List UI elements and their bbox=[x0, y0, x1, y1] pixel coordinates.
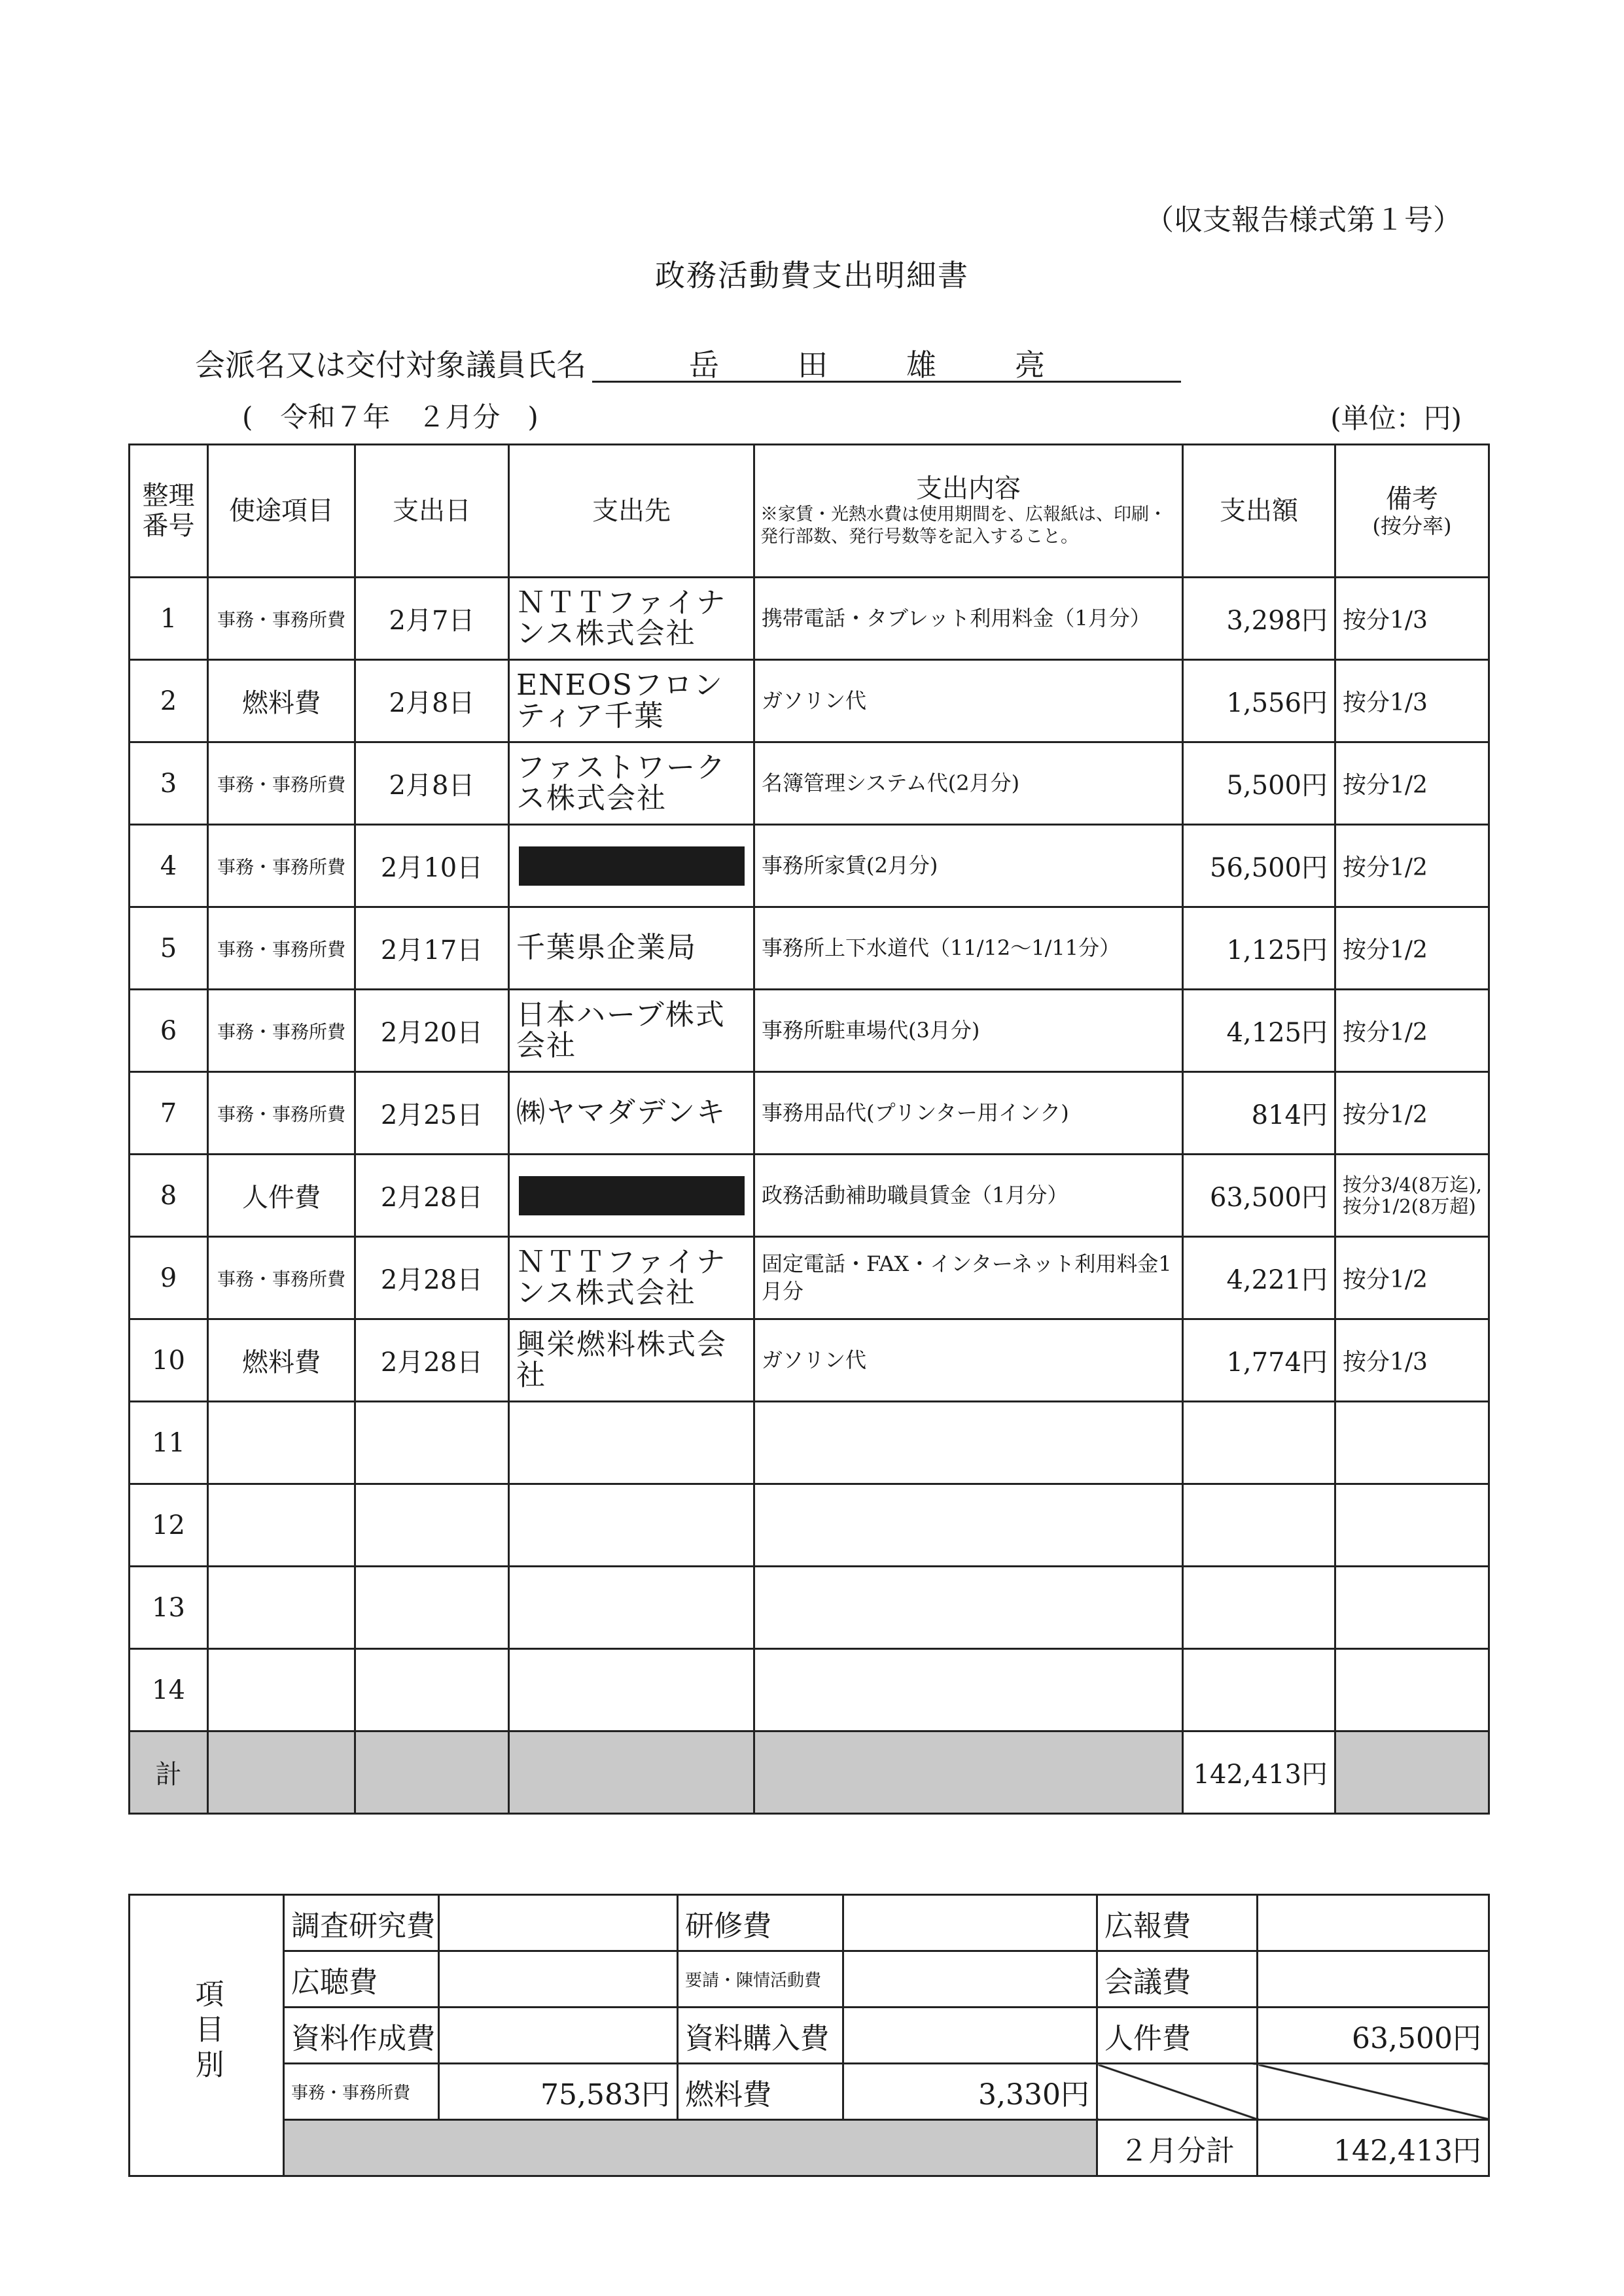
summary-research-label: 調査研究費 bbox=[284, 1895, 439, 1951]
summary-row bbox=[130, 1895, 1489, 1951]
summary-total-row bbox=[130, 2120, 1489, 2176]
summary-office-label: 事務・事務所費 bbox=[284, 2064, 439, 2120]
row-category: 事務・事務所費 bbox=[208, 578, 355, 660]
row-date bbox=[355, 1649, 509, 1731]
category-summary-table bbox=[128, 1894, 1490, 2177]
total-empty bbox=[355, 1731, 509, 1814]
header-category: 使途項目 bbox=[208, 445, 355, 578]
summary-fuel-label: 燃料費 bbox=[678, 2064, 843, 2120]
summary-gray-area bbox=[284, 2120, 1097, 2176]
member-name: 岳田雄亮 bbox=[689, 347, 1123, 383]
row-date bbox=[355, 1484, 509, 1567]
summary-hearing-amount bbox=[439, 1951, 678, 2008]
row-remarks bbox=[1335, 1402, 1489, 1484]
row-date: 2月10日 bbox=[355, 825, 509, 907]
table-row bbox=[130, 1402, 1489, 1484]
row-category bbox=[208, 1567, 355, 1649]
summary-pr-label: 広報費 bbox=[1097, 1895, 1258, 1951]
row-remarks: 按分1/3 bbox=[1335, 578, 1489, 660]
row-remarks: 按分1/2 bbox=[1335, 907, 1489, 990]
header-remarks-sub: (按分率) bbox=[1372, 513, 1452, 538]
row-payee: 千葉県企業局 bbox=[509, 907, 754, 990]
table-row bbox=[130, 660, 1489, 742]
table-row bbox=[130, 990, 1489, 1072]
total-empty bbox=[208, 1731, 355, 1814]
row-amount bbox=[1183, 1567, 1335, 1649]
summary-materials-creation-label: 資料作成費 bbox=[284, 2008, 439, 2064]
table-row bbox=[130, 1484, 1489, 1567]
row-payee: ＮＴＴファイナンス株式会社 bbox=[509, 578, 754, 660]
row-category: 事務・事務所費 bbox=[208, 1072, 355, 1155]
row-no: 2 bbox=[130, 660, 208, 742]
row-date: 2月8日 bbox=[355, 742, 509, 825]
header-content bbox=[754, 445, 1183, 578]
table-row bbox=[130, 1237, 1489, 1319]
header-date: 支出日 bbox=[355, 445, 509, 578]
header-amount: 支出額 bbox=[1183, 445, 1335, 578]
row-content: 事務所上下水道代（11/12～1/11分） bbox=[754, 907, 1183, 990]
row-date: 2月28日 bbox=[355, 1237, 509, 1319]
row-date bbox=[355, 1567, 509, 1649]
total-amount: 142,413円 bbox=[1183, 1731, 1335, 1814]
month-total-label: ２月分計 bbox=[1097, 2120, 1258, 2176]
row-remarks: 按分1/3 bbox=[1335, 1319, 1489, 1402]
summary-meeting-amount bbox=[1258, 1951, 1489, 2008]
summary-hearing-label: 広聴費 bbox=[284, 1951, 439, 2008]
row-remarks: 按分1/2 bbox=[1335, 742, 1489, 825]
summary-diagonal-cell bbox=[1258, 2064, 1489, 2120]
row-remarks: 按分1/2 bbox=[1335, 1237, 1489, 1319]
table-row bbox=[130, 1567, 1489, 1649]
row-date: 2月25日 bbox=[355, 1072, 509, 1155]
row-amount: 63,500円 bbox=[1183, 1155, 1335, 1237]
row-payee bbox=[509, 1567, 754, 1649]
row-date: 2月7日 bbox=[355, 578, 509, 660]
row-payee: ㈱ヤマダデンキ bbox=[509, 1072, 754, 1155]
row-amount: 3,298円 bbox=[1183, 578, 1335, 660]
row-amount: 814円 bbox=[1183, 1072, 1335, 1155]
summary-office-amount: 75,583円 bbox=[439, 2064, 678, 2120]
row-category: 事務・事務所費 bbox=[208, 990, 355, 1072]
row-no: 11 bbox=[130, 1402, 208, 1484]
row-content: 事務用品代(プリンター用インク) bbox=[754, 1072, 1183, 1155]
row-content: 携帯電話・タブレット利用料金（1月分） bbox=[754, 578, 1183, 660]
header-payee: 支出先 bbox=[509, 445, 754, 578]
header-content-label: 支出内容 bbox=[916, 474, 1021, 504]
total-label: 計 bbox=[130, 1731, 208, 1814]
row-date: 2月28日 bbox=[355, 1155, 509, 1237]
row-category: 事務・事務所費 bbox=[208, 742, 355, 825]
total-empty bbox=[509, 1731, 754, 1814]
row-payee: ファストワークス株式会社 bbox=[509, 742, 754, 825]
table-row bbox=[130, 578, 1489, 660]
row-remarks bbox=[1335, 1567, 1489, 1649]
summary-row bbox=[130, 2008, 1489, 2064]
table-row bbox=[130, 1319, 1489, 1402]
summary-row bbox=[130, 1951, 1489, 2008]
header-remarks-label: 備考 bbox=[1386, 483, 1438, 514]
summary-fuel-amount: 3,330円 bbox=[843, 2064, 1097, 2120]
row-date bbox=[355, 1402, 509, 1484]
expense-detail-table bbox=[128, 444, 1490, 1815]
report-period: ( 令和７年 ２月分 ) bbox=[242, 401, 538, 433]
table-header-row bbox=[130, 445, 1489, 578]
row-amount: 1,125円 bbox=[1183, 907, 1335, 990]
row-remarks bbox=[1335, 1649, 1489, 1731]
row-date: 2月28日 bbox=[355, 1319, 509, 1402]
row-content: 政務活動補助職員賃金（1月分） bbox=[754, 1155, 1183, 1237]
summary-section-label bbox=[130, 1895, 284, 2176]
redaction-block bbox=[519, 846, 745, 886]
row-payee: ENEOSフロンティア千葉 bbox=[509, 660, 754, 742]
row-no: 1 bbox=[130, 578, 208, 660]
unit-label: (単位：円) bbox=[1330, 402, 1462, 434]
row-no: 6 bbox=[130, 990, 208, 1072]
summary-materials-purchase-label: 資料購入費 bbox=[678, 2008, 843, 2064]
row-amount: 1,556円 bbox=[1183, 660, 1335, 742]
row-payee bbox=[509, 1484, 754, 1567]
row-amount: 4,221円 bbox=[1183, 1237, 1335, 1319]
row-no: 12 bbox=[130, 1484, 208, 1567]
summary-diagonal-cell bbox=[1097, 2064, 1258, 2120]
row-category bbox=[208, 1649, 355, 1731]
row-payee: 日本ハーブ株式会社 bbox=[509, 990, 754, 1072]
row-category: 事務・事務所費 bbox=[208, 907, 355, 990]
month-total-amount: 142,413円 bbox=[1258, 2120, 1489, 2176]
row-amount: 5,500円 bbox=[1183, 742, 1335, 825]
row-remarks: 按分1/2 bbox=[1335, 990, 1489, 1072]
row-payee-redacted bbox=[509, 825, 754, 907]
row-content bbox=[754, 1649, 1183, 1731]
table-row bbox=[130, 1155, 1489, 1237]
summary-personnel-label: 人件費 bbox=[1097, 2008, 1258, 2064]
row-no: 9 bbox=[130, 1237, 208, 1319]
row-payee: ＮＴＴファイナンス株式会社 bbox=[509, 1237, 754, 1319]
table-row bbox=[130, 742, 1489, 825]
total-empty bbox=[754, 1731, 1183, 1814]
row-no: 14 bbox=[130, 1649, 208, 1731]
row-amount bbox=[1183, 1484, 1335, 1567]
total-empty bbox=[1335, 1731, 1489, 1814]
row-amount bbox=[1183, 1649, 1335, 1731]
summary-meeting-label: 会議費 bbox=[1097, 1951, 1258, 2008]
row-no: 3 bbox=[130, 742, 208, 825]
row-category: 人件費 bbox=[208, 1155, 355, 1237]
row-remarks bbox=[1335, 1484, 1489, 1567]
summary-training-label: 研修費 bbox=[678, 1895, 843, 1951]
row-date: 2月20日 bbox=[355, 990, 509, 1072]
row-no: 13 bbox=[130, 1567, 208, 1649]
row-date: 2月8日 bbox=[355, 660, 509, 742]
row-payee bbox=[509, 1649, 754, 1731]
row-category: 事務・事務所費 bbox=[208, 825, 355, 907]
row-content: ガソリン代 bbox=[754, 1319, 1183, 1402]
row-content bbox=[754, 1567, 1183, 1649]
header-no: 整理番号 bbox=[130, 445, 208, 578]
row-remarks: 按分1/2 bbox=[1335, 1072, 1489, 1155]
table-row bbox=[130, 907, 1489, 990]
row-content: 固定電話・FAX・インターネット利用料金1月分 bbox=[754, 1237, 1183, 1319]
summary-personnel-amount: 63,500円 bbox=[1258, 2008, 1489, 2064]
row-content: 事務所駐車場代(3月分) bbox=[754, 990, 1183, 1072]
row-content: 名簿管理システム代(2月分) bbox=[754, 742, 1183, 825]
row-no: 5 bbox=[130, 907, 208, 990]
row-remarks: 按分1/2 bbox=[1335, 825, 1489, 907]
row-amount: 1,774円 bbox=[1183, 1319, 1335, 1402]
row-payee: 興栄燃料株式会社 bbox=[509, 1319, 754, 1402]
header-remarks bbox=[1335, 445, 1489, 578]
table-row bbox=[130, 1649, 1489, 1731]
row-no: 8 bbox=[130, 1155, 208, 1237]
summary-petition-amount bbox=[843, 1951, 1097, 2008]
table-row bbox=[130, 1072, 1489, 1155]
summary-training-amount bbox=[843, 1895, 1097, 1951]
row-category bbox=[208, 1402, 355, 1484]
row-content: 事務所家賃(2月分) bbox=[754, 825, 1183, 907]
row-amount: 4,125円 bbox=[1183, 990, 1335, 1072]
total-row bbox=[130, 1731, 1489, 1814]
row-remarks: 按分3/4(8万迄),按分1/2(8万超) bbox=[1335, 1155, 1489, 1237]
row-no: 10 bbox=[130, 1319, 208, 1402]
summary-row bbox=[130, 2064, 1489, 2120]
row-content: ガソリン代 bbox=[754, 660, 1183, 742]
table-row bbox=[130, 825, 1489, 907]
row-amount: 56,500円 bbox=[1183, 825, 1335, 907]
form-number: （収支報告様式第１号） bbox=[1145, 203, 1462, 237]
row-content bbox=[754, 1484, 1183, 1567]
name-label: 会派名又は交付対象議員氏名 bbox=[195, 347, 586, 383]
summary-materials-purchase-amount bbox=[843, 2008, 1097, 2064]
row-no: 7 bbox=[130, 1072, 208, 1155]
row-content bbox=[754, 1402, 1183, 1484]
summary-research-amount bbox=[439, 1895, 678, 1951]
row-amount bbox=[1183, 1402, 1335, 1484]
row-remarks: 按分1/3 bbox=[1335, 660, 1489, 742]
row-no: 4 bbox=[130, 825, 208, 907]
summary-section-label-text: 項目別 bbox=[190, 1979, 224, 2085]
header-content-note: ※家賃・光熱水費は使用期間を、広報紙は、印刷・発行部数、発行号数等を記入すること。 bbox=[760, 504, 1167, 547]
redaction-block bbox=[519, 1176, 745, 1215]
summary-pr-amount bbox=[1258, 1895, 1489, 1951]
row-category: 事務・事務所費 bbox=[208, 1237, 355, 1319]
row-payee bbox=[509, 1402, 754, 1484]
row-payee-redacted bbox=[509, 1155, 754, 1237]
document-title: 政務活動費支出明細書 bbox=[655, 258, 969, 293]
summary-petition-label: 要請・陳情活動費 bbox=[678, 1951, 843, 2008]
row-category: 燃料費 bbox=[208, 660, 355, 742]
row-date: 2月17日 bbox=[355, 907, 509, 990]
row-category: 燃料費 bbox=[208, 1319, 355, 1402]
summary-materials-creation-amount bbox=[439, 2008, 678, 2064]
row-category bbox=[208, 1484, 355, 1567]
